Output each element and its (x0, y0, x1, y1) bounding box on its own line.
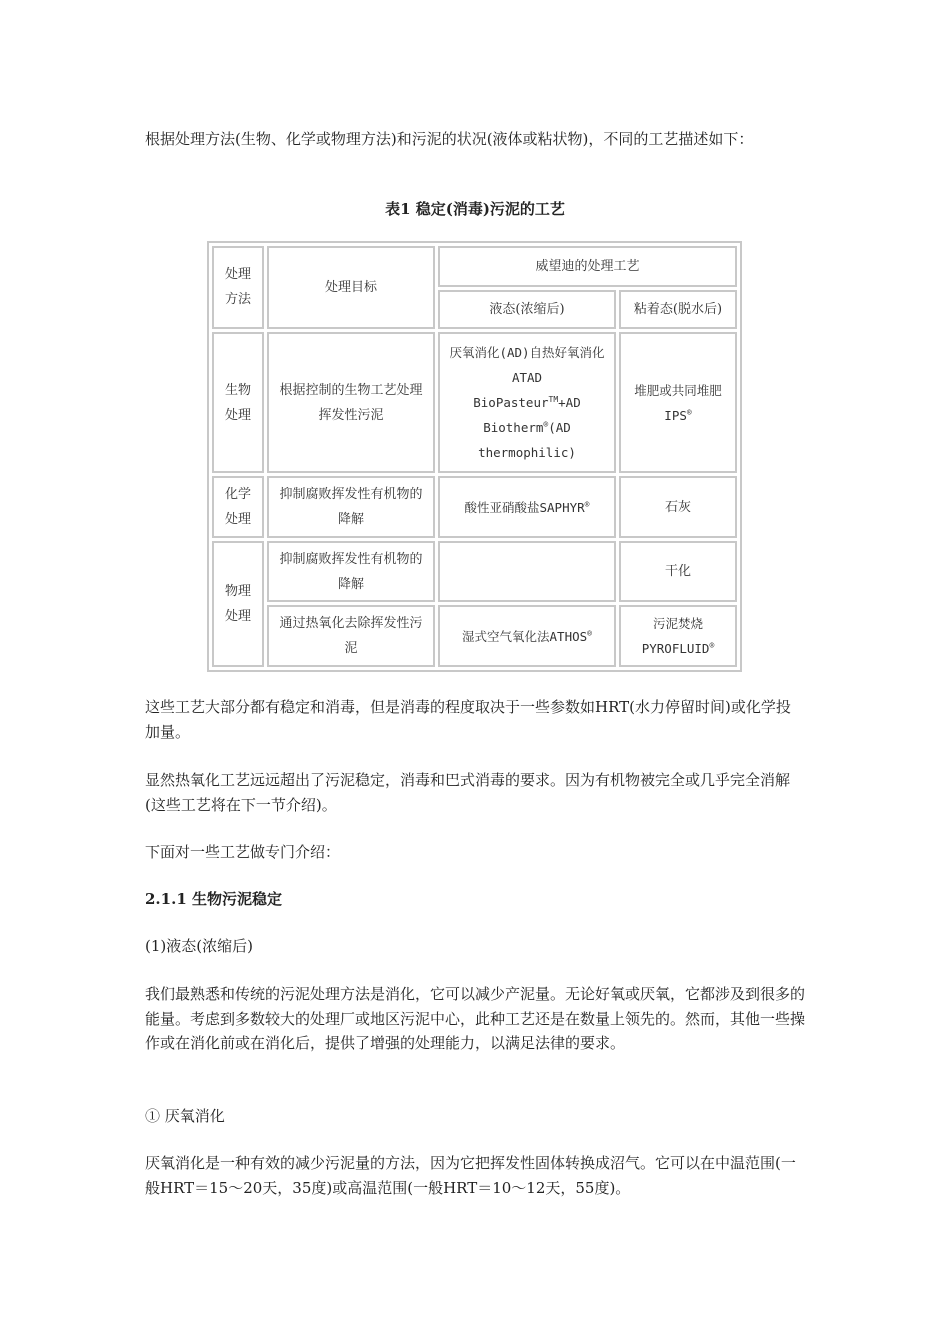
chem-method-cell: 化学处理 (212, 476, 264, 538)
intro-paragraph: 根据处理方法(生物、化学或物理方法)和污泥的状况(液体或粘状物)，不同的工艺描述如下： (145, 130, 754, 148)
registered-sup: ® (709, 641, 715, 651)
subheading-liquid: (1)液态(浓缩后) (145, 937, 253, 955)
thermal-paragraph: 显然热氧化工艺远远超出了污泥稳定，消毒和巴式消毒的要求。因为有机物被完全或几乎完全消解(这些工艺将在下一节介绍)。 (145, 771, 791, 814)
intro-detail-paragraph: 下面对一些工艺做专门介绍： (145, 843, 341, 861)
phys-liquid-cell-2: 湿式空气氧化法ATHOS® (438, 605, 616, 667)
anaerobic-paragraph: 厌氧消化是一种有效的减少污泥量的方法，因为它把挥发性固体转换成沼气。它可以在中温范围(一般HRT＝15～20天，35度)或高温范围(一般HRT＝10～12天，55度)。 (145, 1154, 796, 1197)
phys-method-cell: 物理处理 (212, 541, 264, 667)
process-table (207, 241, 742, 672)
registered-sup: ® (686, 407, 692, 417)
phys-dewatered-cell-1: 干化 (619, 541, 737, 603)
registered-sup: ® (584, 499, 590, 509)
header-target-cell: 处理目标 (267, 246, 435, 329)
trademark-sup: TM (548, 395, 559, 405)
bio-liquid-cell: 厌氧消化(AD)自热好氧消化ATAD BioPasteur™+AD Biotherm®(AD thermophilic) (438, 332, 616, 473)
chem-dewatered-cell: 石灰 (619, 476, 737, 538)
phys-target-cell-1: 抑制腐败挥发性有机物的降解 (267, 541, 435, 603)
after-table-paragraph: 这些工艺大部分都有稳定和消毒，但是消毒的程度取决于一些参数如HRT(水力停留时间)或化学投加量。 (145, 698, 791, 741)
section-heading-2-1-1: 2.1.1 生物污泥稳定 (145, 890, 282, 908)
bio-liquid-biopasteur: BioPasteur (473, 395, 549, 411)
bio-target-cell: 根据控制的生物工艺处理挥发性污泥 (267, 332, 435, 473)
registered-sup: ® (587, 628, 592, 638)
registered-sup: ® (543, 420, 549, 430)
header-dewatered-cell: 粘着态(脱水后) (619, 290, 737, 329)
bio-dewatered-cell: 堆肥或共同堆肥 IPS® (619, 332, 737, 473)
bio-liquid-biotherm: Biotherm (483, 420, 544, 436)
header-method-cell: 处理方法 (212, 246, 264, 329)
phys-dewatered-cell-2: 污泥焚烧PYROFLUID® (619, 605, 737, 667)
bio-liquid-line-1: 厌氧消化(AD)自热好氧消化ATAD (449, 345, 605, 386)
chem-liquid-cell: 酸性亚硝酸盐SAPHYR® (438, 476, 616, 538)
bio-method-cell: 生物处理 (212, 332, 264, 473)
header-group-cell: 威望迪的处理工艺 (438, 246, 737, 287)
phys-liquid-cell-1 (438, 541, 616, 603)
item-anaerobic-digestion: ① 厌氧消化 (145, 1107, 225, 1125)
chem-target-cell: 抑制腐败挥发性有机物的降解 (267, 476, 435, 538)
table-caption: 表1 稳定(消毒)污泥的工艺 (385, 200, 565, 218)
header-liquid-cell: 液态(浓缩后) (438, 290, 616, 329)
digestion-paragraph: 我们最熟悉和传统的污泥处理方法是消化，它可以减少产泥量。无论好氧或厌氧，它都涉及到很多的能量。考虑到多数较大的处理厂或地区污泥中心，此种工艺还是在数量上领先的。然而，其他一些操作或在消化前或在消化后，提供了增强的处理能力，以满足法律的要求。 (145, 985, 806, 1052)
phys-target-cell-2: 通过热氧化去除挥发性污泥 (267, 605, 435, 667)
